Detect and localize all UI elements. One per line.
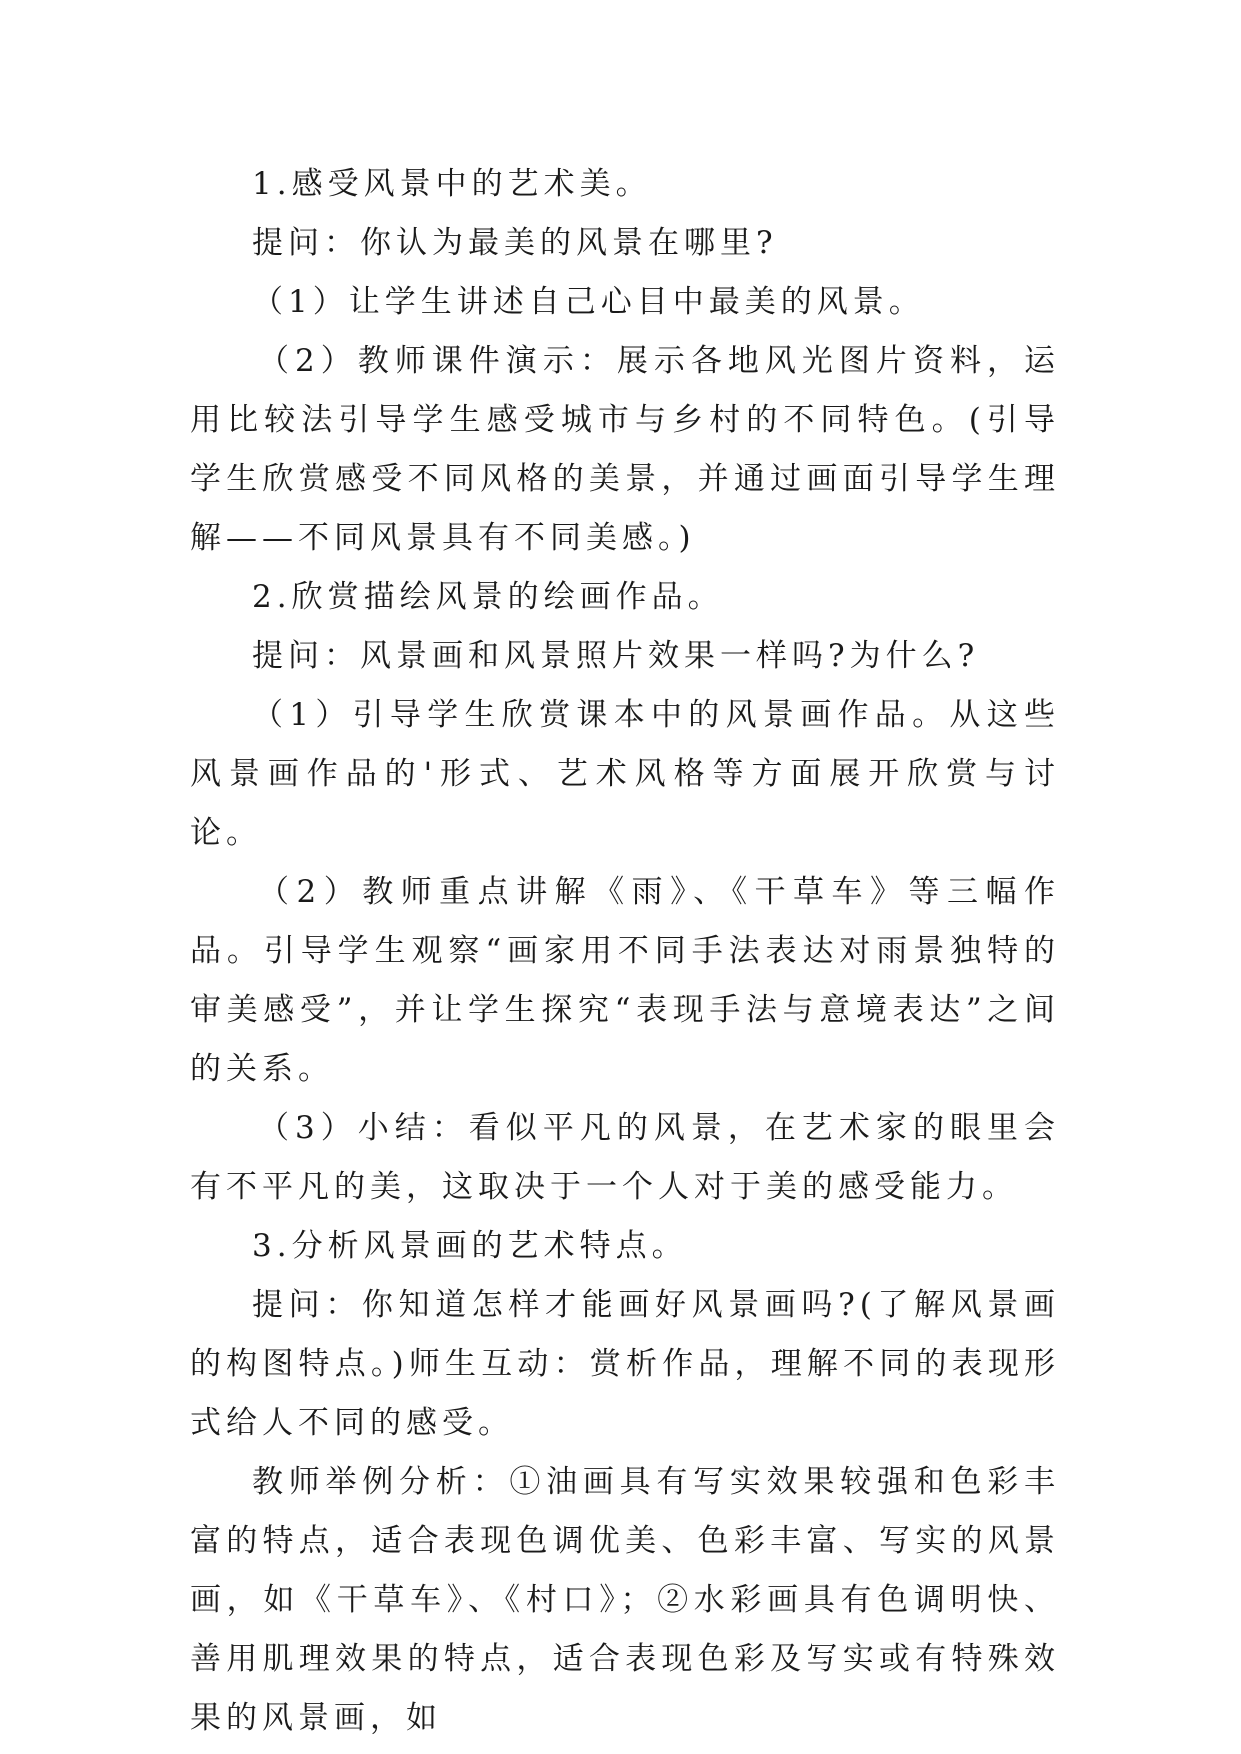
list-item: （1）引导学生欣赏课本中的风景画作品。从这些风景画作品的'形式、艺术风格等方面展开欣赏与讨论。	[190, 697, 1060, 851]
list-item: （3）小结：看似平凡的风景，在艺术家的眼里会有不平凡的美，这取决于一个人对于美的感受能力。	[190, 1110, 1060, 1205]
question-3: 提问：你知道怎样才能画好风景画吗?(了解风景画的构图特点。)师生互动：赏析作品，理解不同的表现形式给人不同的感受。	[190, 1287, 1060, 1441]
list-item: （2）教师重点讲解《雨》、《干草车》等三幅作品。引导学生观察“画家用不同手法表达对雨景独特的审美感受”，并让学生探究“表现手法与意境表达”之间的关系。	[190, 874, 1060, 1087]
document-body	[190, 155, 1060, 1748]
question-1: 提问：你认为最美的风景在哪里?	[252, 225, 778, 261]
question-2: 提问：风景画和风景照片效果一样吗?为什么?	[252, 638, 980, 674]
list-item: （1）让学生讲述自己心目中最美的风景。	[252, 284, 925, 320]
section-heading-3: 3.分析风景画的艺术特点。	[252, 1228, 688, 1264]
section-heading-1: 1.感受风景中的艺术美。	[252, 166, 652, 202]
section-heading-2: 2.欣赏描绘风景的绘画作品。	[252, 579, 724, 615]
list-item: （2）教师课件演示：展示各地风光图片资料，运用比较法引导学生感受城市与乡村的不同特色。(引导学生欣赏感受不同风格的美景，并通过画面引导学生理解——不同风景具有不同美感。)	[190, 343, 1060, 556]
body-paragraph: 教师举例分析：①油画具有写实效果较强和色彩丰富的特点，适合表现色调优美、色彩丰富、写实的风景画，如《干草车》、《村口》；②水彩画具有色调明快、善用肌理效果的特点，适合表现色彩及写实或有特殊效果的风景画，如	[190, 1464, 1060, 1736]
